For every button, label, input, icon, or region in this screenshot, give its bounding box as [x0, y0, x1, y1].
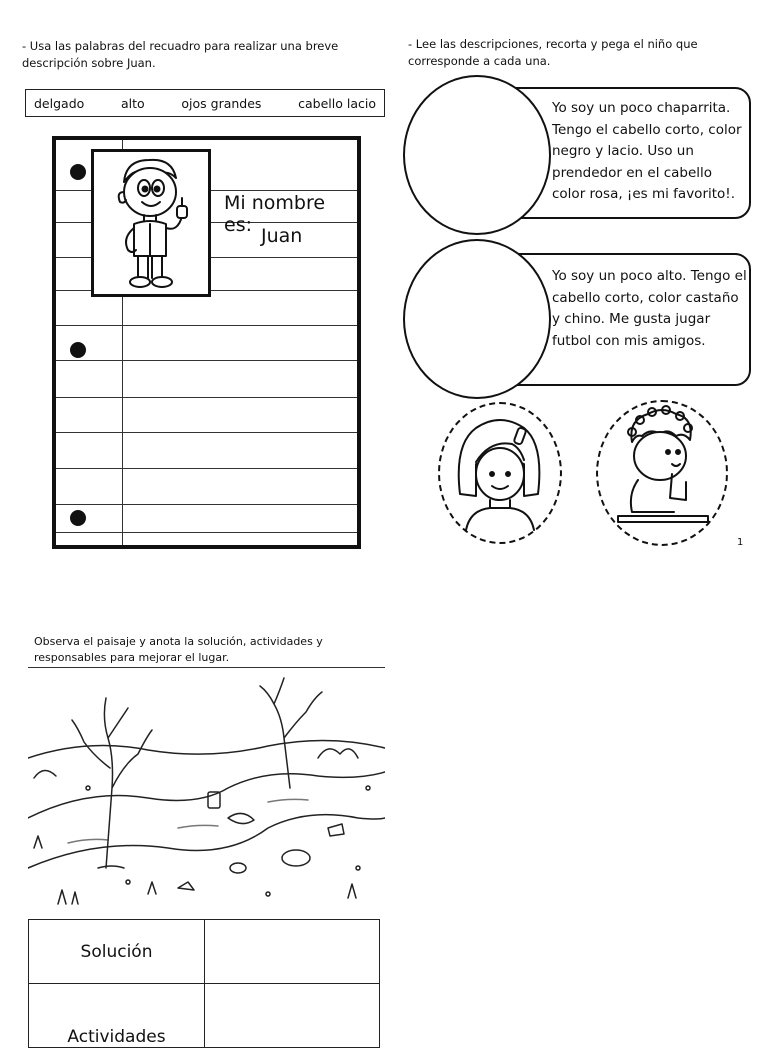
answer-cell[interactable]: [205, 920, 380, 984]
notebook-line: [56, 397, 357, 398]
notebook-line: [56, 504, 357, 505]
cutout-boy[interactable]: [596, 400, 728, 546]
binder-hole: [70, 164, 86, 180]
name-label: Mi nombre es:: [224, 192, 326, 236]
boy-curly-hair-illustration: [598, 402, 726, 544]
notebook-line: [56, 468, 357, 469]
instruction-landscape: Observa el paisaje y anota la solución, actividades y responsables para mejorar el lugar.: [34, 635, 323, 664]
paste-area-oval-1[interactable]: [403, 75, 551, 235]
binder-hole: [70, 342, 86, 358]
instruction-describe-juan: - Usa las palabras del recuadro para realizar una breve descripción sobre Juan.: [22, 39, 339, 70]
name-value: Juan: [261, 225, 303, 247]
answer-cell[interactable]: [205, 984, 380, 1048]
cutout-girl[interactable]: [438, 402, 562, 544]
binder-hole: [70, 510, 86, 526]
table-row: [29, 984, 380, 1048]
notebook-line: [56, 532, 357, 533]
word-bank-item: cabello lacio: [298, 95, 376, 111]
row-label-actividades: Actividades: [29, 984, 205, 1048]
landscape-drawing: [28, 668, 385, 911]
word-bank-item: alto: [120, 95, 145, 111]
word-bank: [25, 89, 385, 117]
paste-area-oval-2[interactable]: [403, 239, 551, 399]
notebook-line: [56, 325, 357, 326]
solution-table: [28, 919, 380, 1048]
word-bank-item: ojos grandes: [181, 95, 262, 111]
row-label-solucion: Solución: [29, 920, 205, 984]
juan-photo-frame: [91, 149, 211, 297]
polluted-landscape-illustration: [28, 667, 385, 911]
notebook-line: [56, 360, 357, 361]
notebook-line: [56, 432, 357, 433]
table-row: [29, 920, 380, 984]
boy-thumbs-up-illustration: [94, 152, 208, 294]
girl-face-illustration: [440, 404, 560, 542]
description-text-2: Yo soy un poco alto. Tengo el cabello corto, color castaño y chino. Me gusta jugar futbol con mis amigos.: [552, 268, 747, 349]
description-text-1: Yo soy un poco chaparrita. Tengo el cabello corto, color negro y lacio. Uso un prendedor en el cabello color rosa, ¡es mi favorito!.: [552, 100, 742, 202]
page-number: 1: [737, 537, 744, 548]
notebook-page: [52, 136, 361, 549]
instruction-cut-paste: - Lee las descripciones, recorta y pega el niño que corresponde a cada una.: [408, 37, 698, 68]
word-bank-item: delgado: [34, 95, 85, 111]
